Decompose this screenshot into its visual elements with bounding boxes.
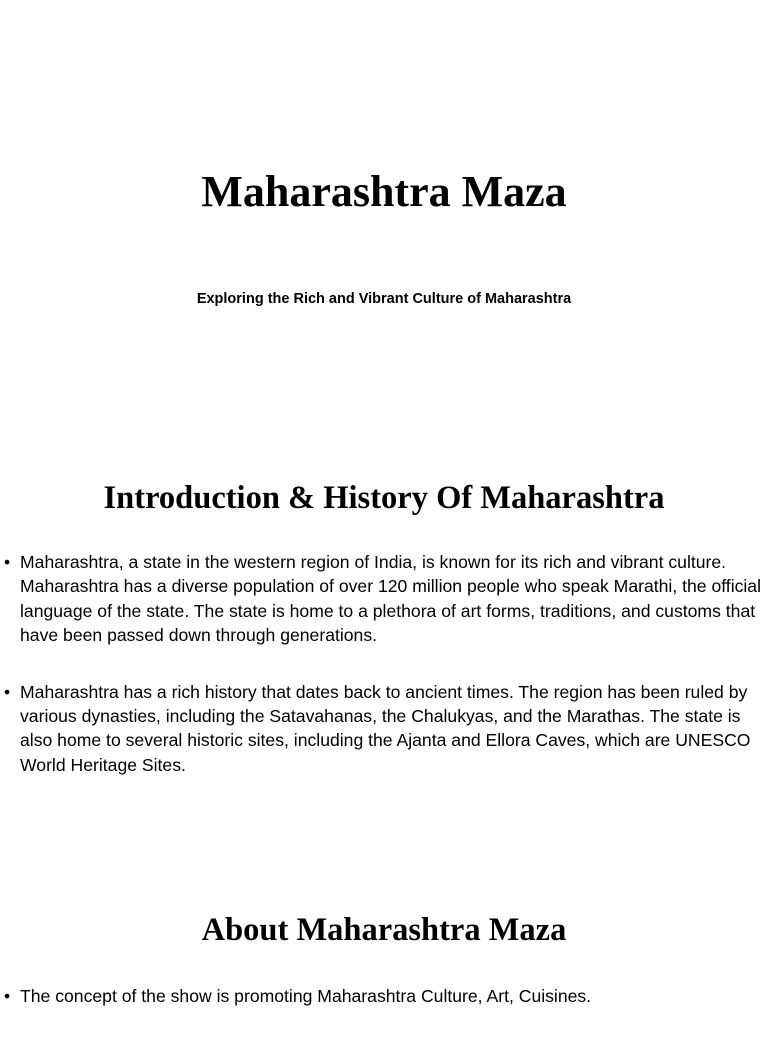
bullet-text: The concept of the show is promoting Maharashtra Culture, Art, Cuisines. (20, 986, 592, 1006)
bullet-icon: • (4, 552, 11, 572)
section-heading-intro: Introduction & History Of Maharashtra (103, 480, 665, 516)
list-item (4, 680, 764, 778)
about-bullet-list (4, 984, 764, 1040)
slide-subtitle: Exploring the Rich and Vibrant Culture of Maharashtra (196, 291, 572, 307)
list-item (4, 550, 764, 648)
intro-bullet-list (4, 550, 764, 809)
bullet-icon: • (4, 986, 11, 1006)
bullet-icon: • (4, 681, 11, 702)
section-heading-about: About Maharashtra Maza (201, 912, 567, 948)
list-item (4, 984, 764, 1008)
bullet-text: Maharashtra has a rich history that dates back to ancient times. The region has been ruled by various dynasties, including the Satavahanas, the Chalukyas, and the Marathas. The state is also home to several historic sites, including the Ajanta and Ellora Caves, which are UNESCO World Heritage Sites. (20, 681, 751, 775)
bullet-text: Maharashtra, a state in the western region of India, is known for its rich and vibrant culture. Maharashtra has a diverse population of over 120 million people who speak Marathi, the official language of the state. The state is home to a plethora of art forms, traditions, and customs that have been passed down through generations. (20, 552, 761, 646)
slide-title: Maharashtra Maza (201, 167, 567, 216)
